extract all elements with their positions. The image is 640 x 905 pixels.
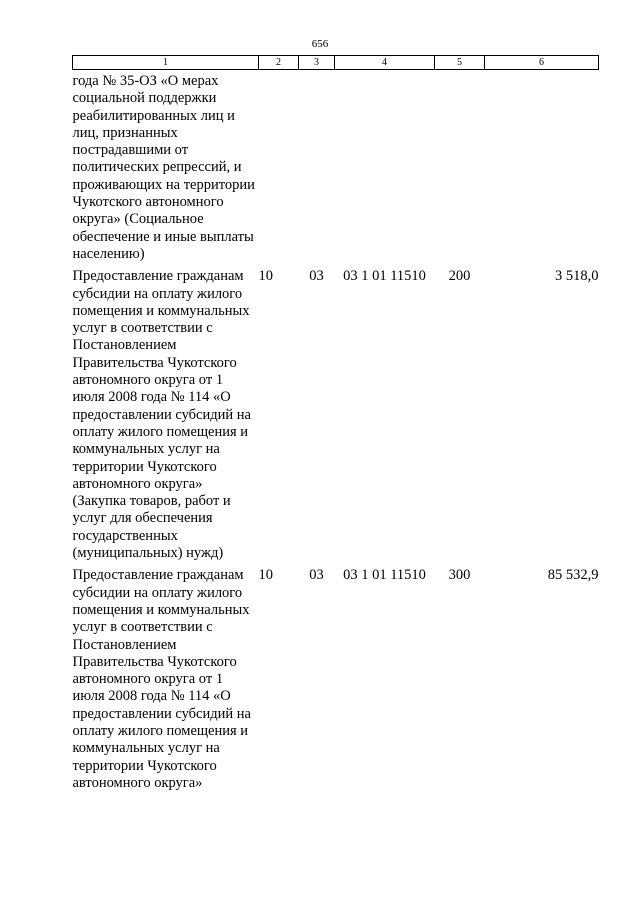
row-subsection: [299, 70, 335, 264]
table-row: [73, 263, 599, 562]
column-header-5: 5: [435, 56, 485, 70]
row-target-article: [335, 70, 435, 264]
row-subsection: 03: [309, 567, 324, 584]
column-header-3: 3: [299, 56, 335, 70]
column-number-row: [73, 56, 599, 70]
row-name: Предоставление гражданам субсидии на оплату жилого помещения и коммунальных услуг в соответствии с Постановлением Правительства Чукотского автономного округа от 1 июля 2008 года № 114 «О предоставлении субсидий на оплату жилого помещения и коммунальных услуг на территории Чукотского автономного округа» (Закупка товаров, работ и услуг для обеспечения государственных (муниципальных) нужд): [72, 268, 251, 562]
page-number: 656: [311, 38, 329, 50]
row-name: Предоставление гражданам субсидии на оплату жилого помещения и коммунальных услуг в соответствии с Постановлением Правительства Чукотского автономного округа от 1 июля 2008 года № 114 «О предоставлении субсидий на оплату жилого помещения и коммунальных услуг на территории Чукотского автономного округа»: [72, 567, 251, 791]
table-row: [73, 70, 599, 264]
column-header-2: 2: [259, 56, 299, 70]
row-target-article: 03 1 01 11510: [343, 268, 426, 285]
row-subsection: 03: [309, 268, 324, 285]
row-section: 10: [258, 268, 273, 285]
row-expense-type: 200: [448, 268, 471, 285]
row-section: [259, 70, 299, 264]
column-header-6: 6: [485, 56, 599, 70]
row-amount: [485, 70, 599, 264]
row-expense-type: 300: [448, 567, 471, 584]
column-header-1: 1: [73, 56, 259, 70]
row-name: года № 35-ОЗ «О мерах социальной поддержки реабилитированных лиц и лиц, признанных пострадавшими от политических репрессий, и проживающих на территории Чукотского автономного округа» (Социальное обеспечение и иные выплаты населению): [72, 73, 255, 262]
column-header-4: 4: [335, 56, 435, 70]
row-target-article: 03 1 01 11510: [343, 567, 426, 584]
row-amount: 85 532,9: [547, 567, 599, 584]
budget-table: [72, 55, 599, 792]
row-section: 10: [258, 567, 273, 584]
table-row: [73, 562, 599, 792]
row-amount: 3 518,0: [555, 268, 599, 285]
row-expense-type: [435, 70, 485, 264]
